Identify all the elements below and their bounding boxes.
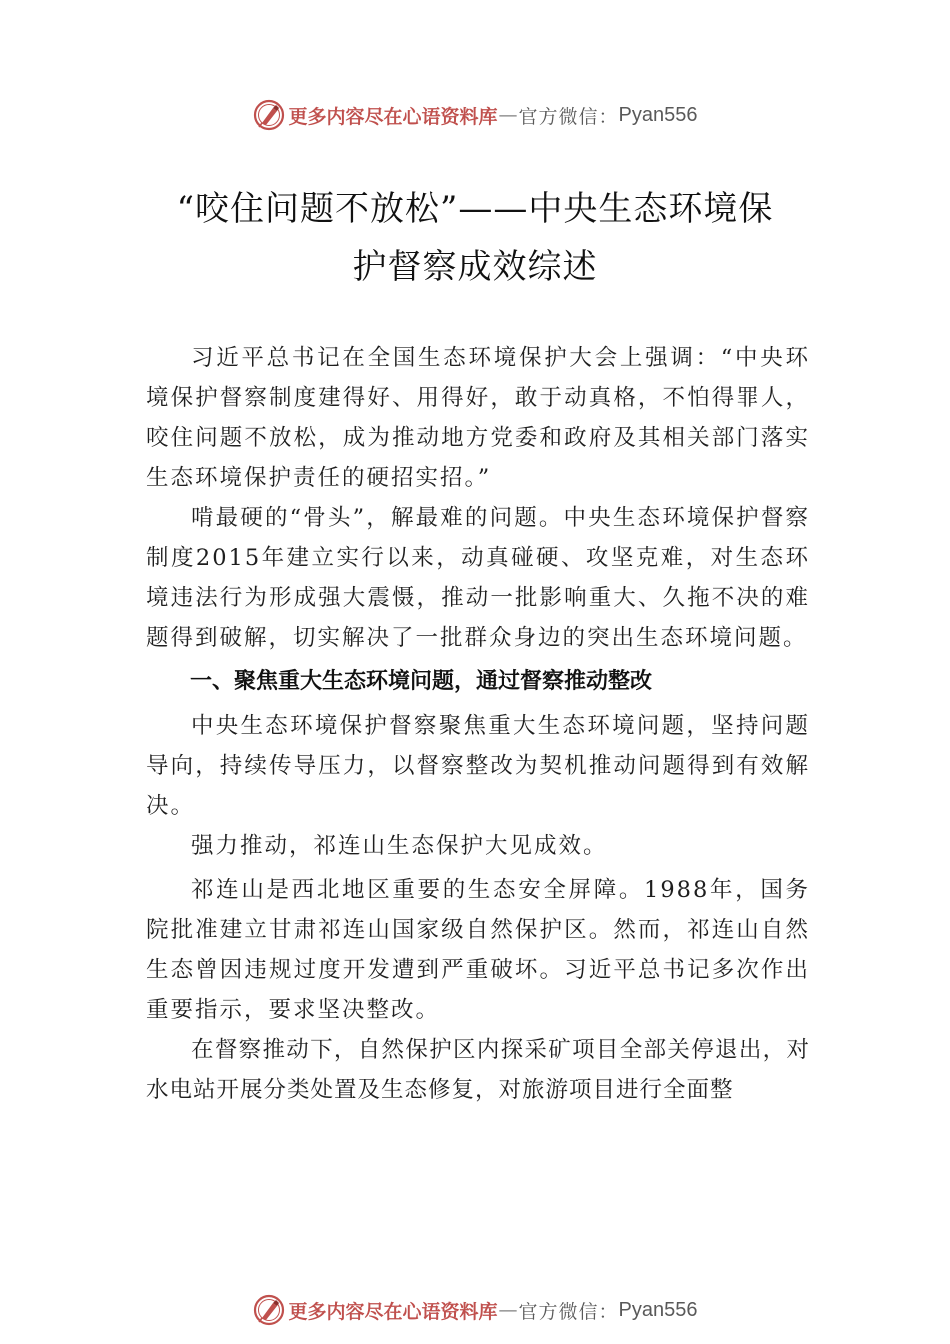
document-title bbox=[140, 180, 810, 296]
wechat-label: 官方微信： bbox=[518, 1300, 619, 1323]
body-paragraph: 中央生态环境保护督察聚焦重大生态环境问题，坚持问题导向，持续传导压力，以督察整改为契机推动问题得到有效解决。 bbox=[146, 713, 810, 819]
wechat-id: Pyan556 bbox=[618, 1298, 698, 1321]
brand-text: 更多内容尽在心语资料库 bbox=[288, 105, 498, 128]
header-banner bbox=[0, 95, 950, 135]
quill-pen-logo-icon bbox=[253, 99, 285, 131]
body-paragraph: 祁连山是西北地区重要的生态安全屏障。1988年，国务院批准建立甘肃祁连山国家级自然保护区。然而，祁连山自然生态曾因违规过度开发遭到严重破坏。习近平总书记多次作出重要指示，要求坚决整改。 bbox=[146, 877, 810, 1023]
banner-dash: — bbox=[498, 104, 518, 126]
banner-dash: — bbox=[498, 1299, 518, 1321]
body-paragraph: 习近平总书记在全国生态环境保护大会上强调：“中央环境保护督察制度建得好、用得好，敢于动真格，不怕得罪人，咬住问题不放松，成为推动地方党委和政府及其相关部门落实生态环境保护责任的硬招实招。” bbox=[146, 345, 810, 491]
body-paragraph: 强力推动，祁连山生态保护大见成效。 bbox=[191, 833, 608, 859]
title-line-1: “咬住问题不放松”——中央生态环境保 bbox=[176, 189, 774, 229]
footer-banner bbox=[0, 1290, 950, 1330]
document-body bbox=[146, 338, 810, 1110]
quill-pen-logo-icon bbox=[253, 1294, 285, 1326]
brand-text: 更多内容尽在心语资料库 bbox=[288, 1300, 498, 1323]
body-paragraph: 在督察推动下，自然保护区内探采矿项目全部关停退出，对水电站开展分类处置及生态修复，对旅游项目进行全面整 bbox=[146, 1037, 810, 1103]
section-heading: 一、聚焦重大生态环境问题，通过督察推动整改 bbox=[190, 669, 653, 694]
body-paragraph: 啃最硬的“骨头”，解最难的问题。中央生态环境保护督察制度2015年建立实行以来，动真碰硬、攻坚克难，对生态环境违法行为形成强大震慑，推动一批影响重大、久拖不决的难题得到破解，切实解决了一批群众身边的突出生态环境问题。 bbox=[146, 505, 810, 651]
wechat-label: 官方微信： bbox=[518, 105, 619, 128]
wechat-id: Pyan556 bbox=[618, 103, 698, 126]
title-line-2: 护督察成效综述 bbox=[352, 247, 598, 287]
